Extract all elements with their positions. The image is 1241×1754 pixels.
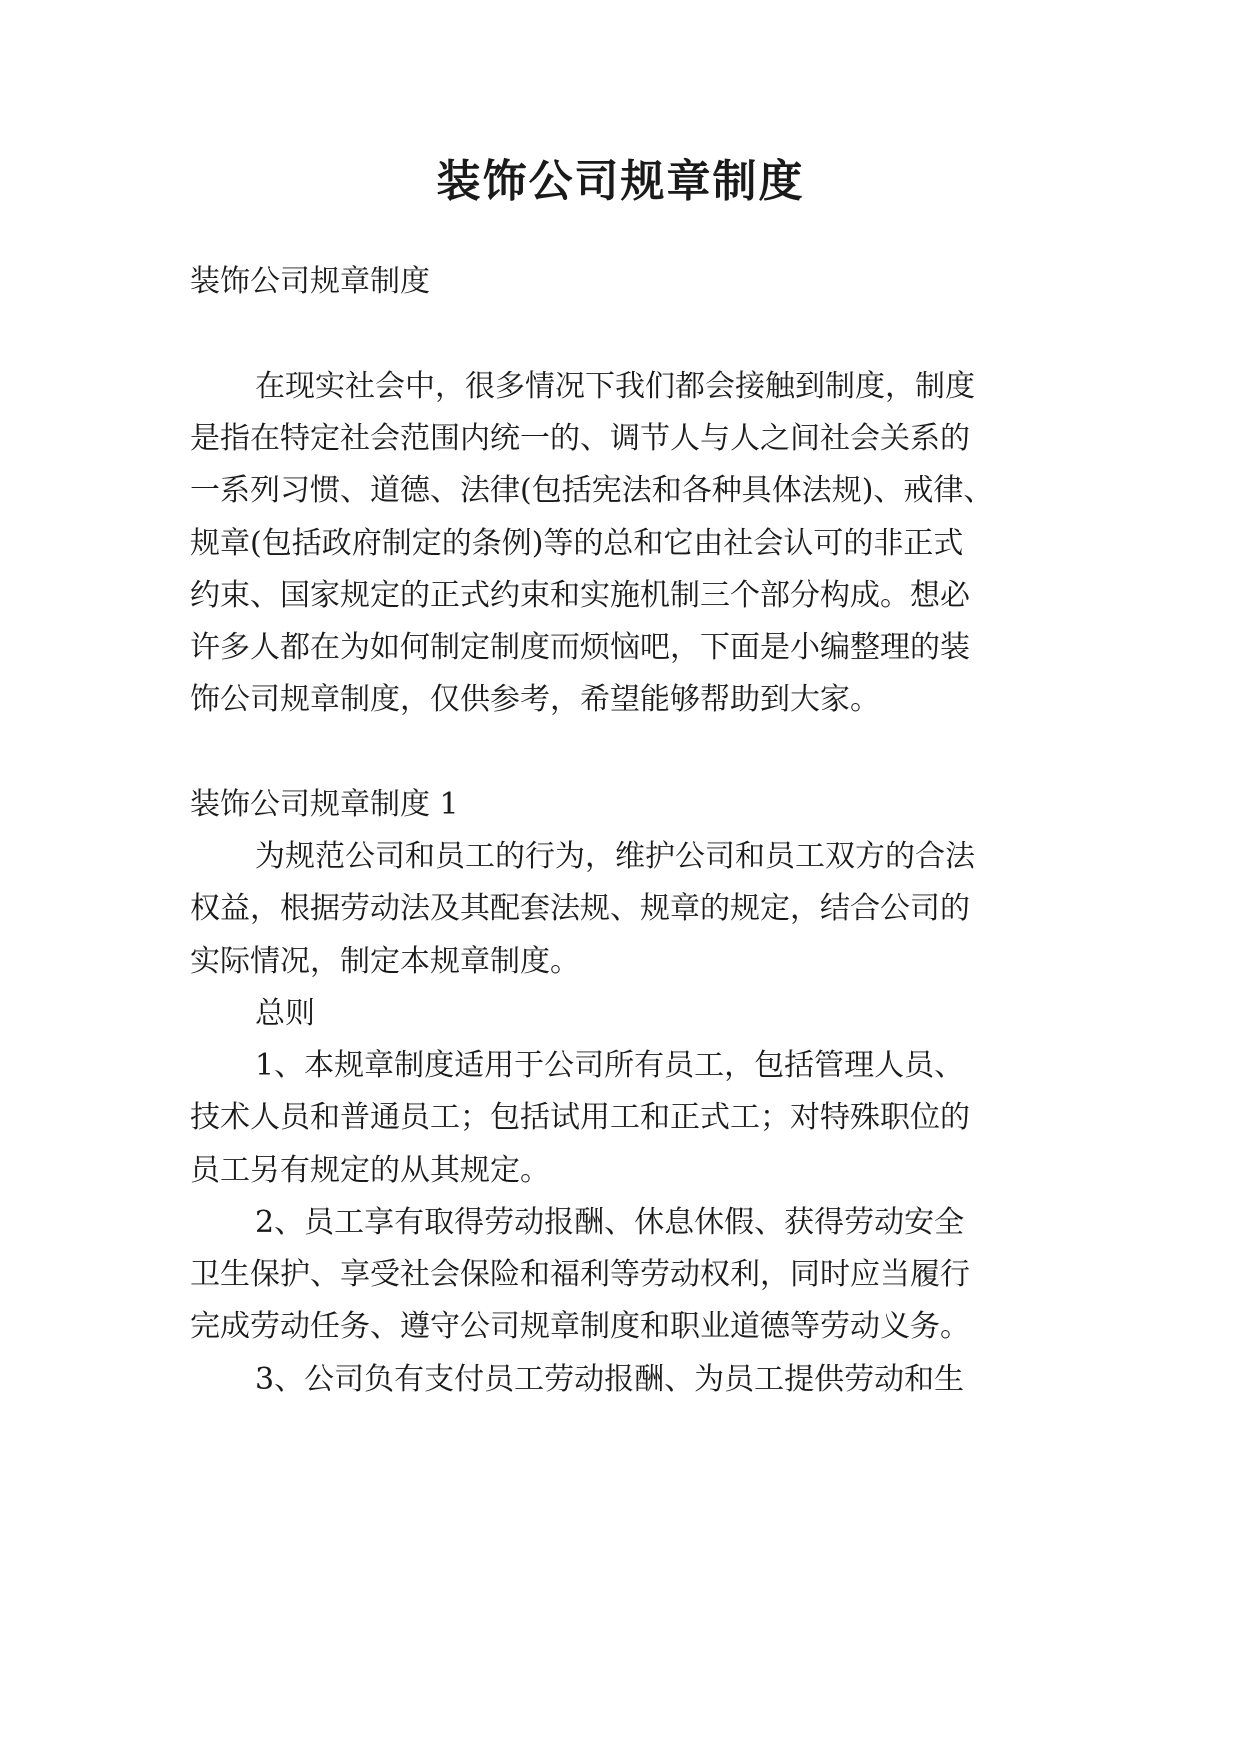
rule-item-1-line: 技术人员和普通员工；包括试用工和正式工；对特殊职位的 (190, 1100, 970, 1135)
section-paragraph-line: 为规范公司和员工的行为，维护公司和员工双方的合法 (255, 839, 975, 874)
general-provisions-heading: 总则 (255, 996, 315, 1031)
rule-item-2-line: 2、员工享有取得劳动报酬、休息休假、获得劳动安全 (255, 1205, 965, 1240)
rule-item-3-line: 3、公司负有支付员工劳动报酬、为员工提供劳动和生 (255, 1362, 965, 1397)
rule-item-1-line: 1、本规章制度适用于公司所有员工，包括管理人员、 (255, 1048, 965, 1083)
intro-line: 在现实社会中，很多情况下我们都会接触到制度，制度 (255, 369, 975, 404)
rule-item-2-line: 完成劳动任务、遵守公司规章制度和职业道德等劳动义务。 (190, 1309, 970, 1344)
intro-line: 约束、国家规定的正式约束和实施机制三个部分构成。想必 (190, 578, 970, 613)
page-title: 装饰公司规章制度 (436, 156, 805, 207)
intro-line: 许多人都在为如何制定制度而烦恼吧，下面是小编整理的装 (190, 630, 970, 665)
rule-item-2-line: 卫生保护、享受社会保险和福利等劳动权利，同时应当履行 (190, 1257, 970, 1292)
intro-line: 规章(包括政府制定的条例)等的总和它由社会认可的非正式 (190, 526, 964, 561)
document-subtitle: 装饰公司规章制度 (190, 264, 430, 299)
section-paragraph-line: 实际情况，制定本规章制度。 (190, 944, 580, 979)
intro-line: 是指在特定社会范围内统一的、调节人与人之间社会关系的 (190, 421, 970, 456)
section-paragraph-line: 权益，根据劳动法及其配套法规、规章的规定，结合公司的 (190, 891, 970, 926)
intro-line: 一系列习惯、道德、法律(包括宪法和各种具体法规)、戒律、 (190, 473, 994, 508)
rule-item-1-line: 员工另有规定的从其规定。 (190, 1153, 550, 1188)
section-heading: 装饰公司规章制度 1 (190, 787, 459, 822)
intro-line: 饰公司规章制度，仅供参考，希望能够帮助到大家。 (190, 682, 880, 717)
